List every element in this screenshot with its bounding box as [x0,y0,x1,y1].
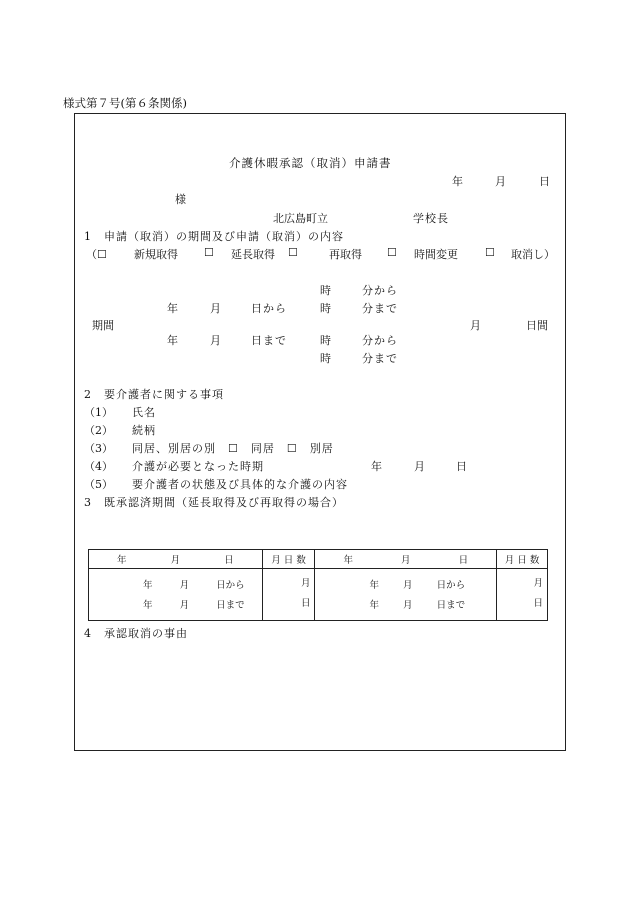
item-5-number: （5） [84,478,113,491]
to-hour-label-b: 時 [320,334,331,347]
item-3-residence: 同居、別居の別 ☐ 同居 ☐ 別居 [132,442,334,455]
right-from-year: 年 [369,580,379,591]
table-header-row [89,550,548,569]
option-reacquire: 再取得 [329,248,362,261]
item-4-number: （4） [84,460,113,473]
left-to-year: 年 [143,600,153,611]
to-day-label: 日まで [251,334,287,347]
option-cancel: 取消し） [511,248,555,261]
table-body-row [89,569,548,621]
from-month-label: 月 [210,302,221,315]
to-year-label: 年 [167,334,178,347]
header-day-left: 日 [224,555,234,566]
date-day: 日 [539,175,550,188]
approved-period-table [88,549,548,621]
to-minute-label-a: 分まで [362,302,398,315]
item-2-number: （2） [84,424,113,437]
option-open: （☐ [86,248,107,261]
header-date-left [89,550,263,569]
right-from-day: 日から [436,580,466,591]
to-hour-label-a: 時 [320,302,331,315]
period-cell-right [315,569,497,621]
header-days-right: 月 日 数 [497,550,548,569]
item-5-care-details: 要介護者の状態及び具体的な介護の内容 [132,478,348,491]
date-year: 年 [452,175,463,188]
item-3-number: （3） [84,442,113,455]
total-month-label: 月 [470,319,481,332]
right-unit-month: 月 [533,578,543,589]
right-to-month: 月 [403,600,413,611]
from-year-label: 年 [167,302,178,315]
header-month-right: 月 [401,555,411,566]
item-1-name: 氏名 [132,406,156,419]
left-from-year: 年 [143,580,153,591]
item-1-number: （1） [84,406,113,419]
care-start-year: 年 [371,460,382,473]
total-days-label: 日間 [526,319,548,332]
option-time-change: 時間変更 [414,248,458,261]
right-to-year: 年 [369,600,379,611]
right-from-month: 月 [403,580,413,591]
period-cell-left [89,569,263,621]
checkbox-reacquire[interactable]: ☐ [288,246,298,259]
section4-heading: 4 承認取消の事由 [84,627,188,640]
form-title: 介護休暇承認（取消）申請書 [229,156,392,170]
addressee-honorific: 様 [175,193,186,206]
option-new: 新規取得 [134,248,178,261]
section2-heading: 2 要介護者に関する事項 [84,388,224,401]
left-unit-day: 日 [300,598,311,609]
left-to-month: 月 [179,600,190,611]
section3-heading: 3 既承認済期間（延長取得及び再取得の場合） [84,496,344,509]
form-number: 様式第７号(第６条関係) [63,96,187,110]
days-cell-left [262,569,315,621]
period-label: 期間 [92,319,114,332]
left-unit-month: 月 [300,578,311,589]
section1-heading: 1 申請（取消）の期間及び申請（取消）の内容 [84,230,344,243]
left-from-month: 月 [179,580,190,591]
left-from-day: 日から [216,580,245,591]
checkbox-cancel[interactable]: ☐ [485,246,495,259]
days-cell-right [497,569,548,621]
to-minute-label-c: 分まで [362,352,398,365]
to-month-label: 月 [210,334,221,347]
left-to-day: 日まで [216,600,245,611]
header-year-left: 年 [117,555,127,566]
applicant-school: 学校長 [413,212,449,225]
right-unit-day: 日 [533,598,543,609]
care-start-day: 日 [456,460,467,473]
item-4-care-start: 介護が必要となった時期 [132,460,264,473]
from-day-label: 日から [251,302,287,315]
applicant-prefix: 北広島町立 [273,212,328,225]
item-2-relation: 続柄 [132,424,156,437]
to-hour-label-c: 時 [320,352,331,365]
from-minute-label: 分から [362,284,398,297]
checkbox-time-change[interactable]: ☐ [387,246,397,259]
date-month: 月 [495,175,506,188]
to-minute-label-b: 分から [362,334,398,347]
from-hour-label: 時 [320,284,331,297]
header-day-right: 日 [458,555,469,566]
checkbox-extend[interactable]: ☐ [204,246,214,259]
header-date-right [315,550,497,569]
header-year-right: 年 [343,555,353,566]
option-extend: 延長取得 [231,248,275,261]
right-to-day: 日まで [436,600,466,611]
header-days-left: 月 日 数 [262,550,315,569]
header-month-left: 月 [170,555,181,566]
care-start-month: 月 [414,460,425,473]
